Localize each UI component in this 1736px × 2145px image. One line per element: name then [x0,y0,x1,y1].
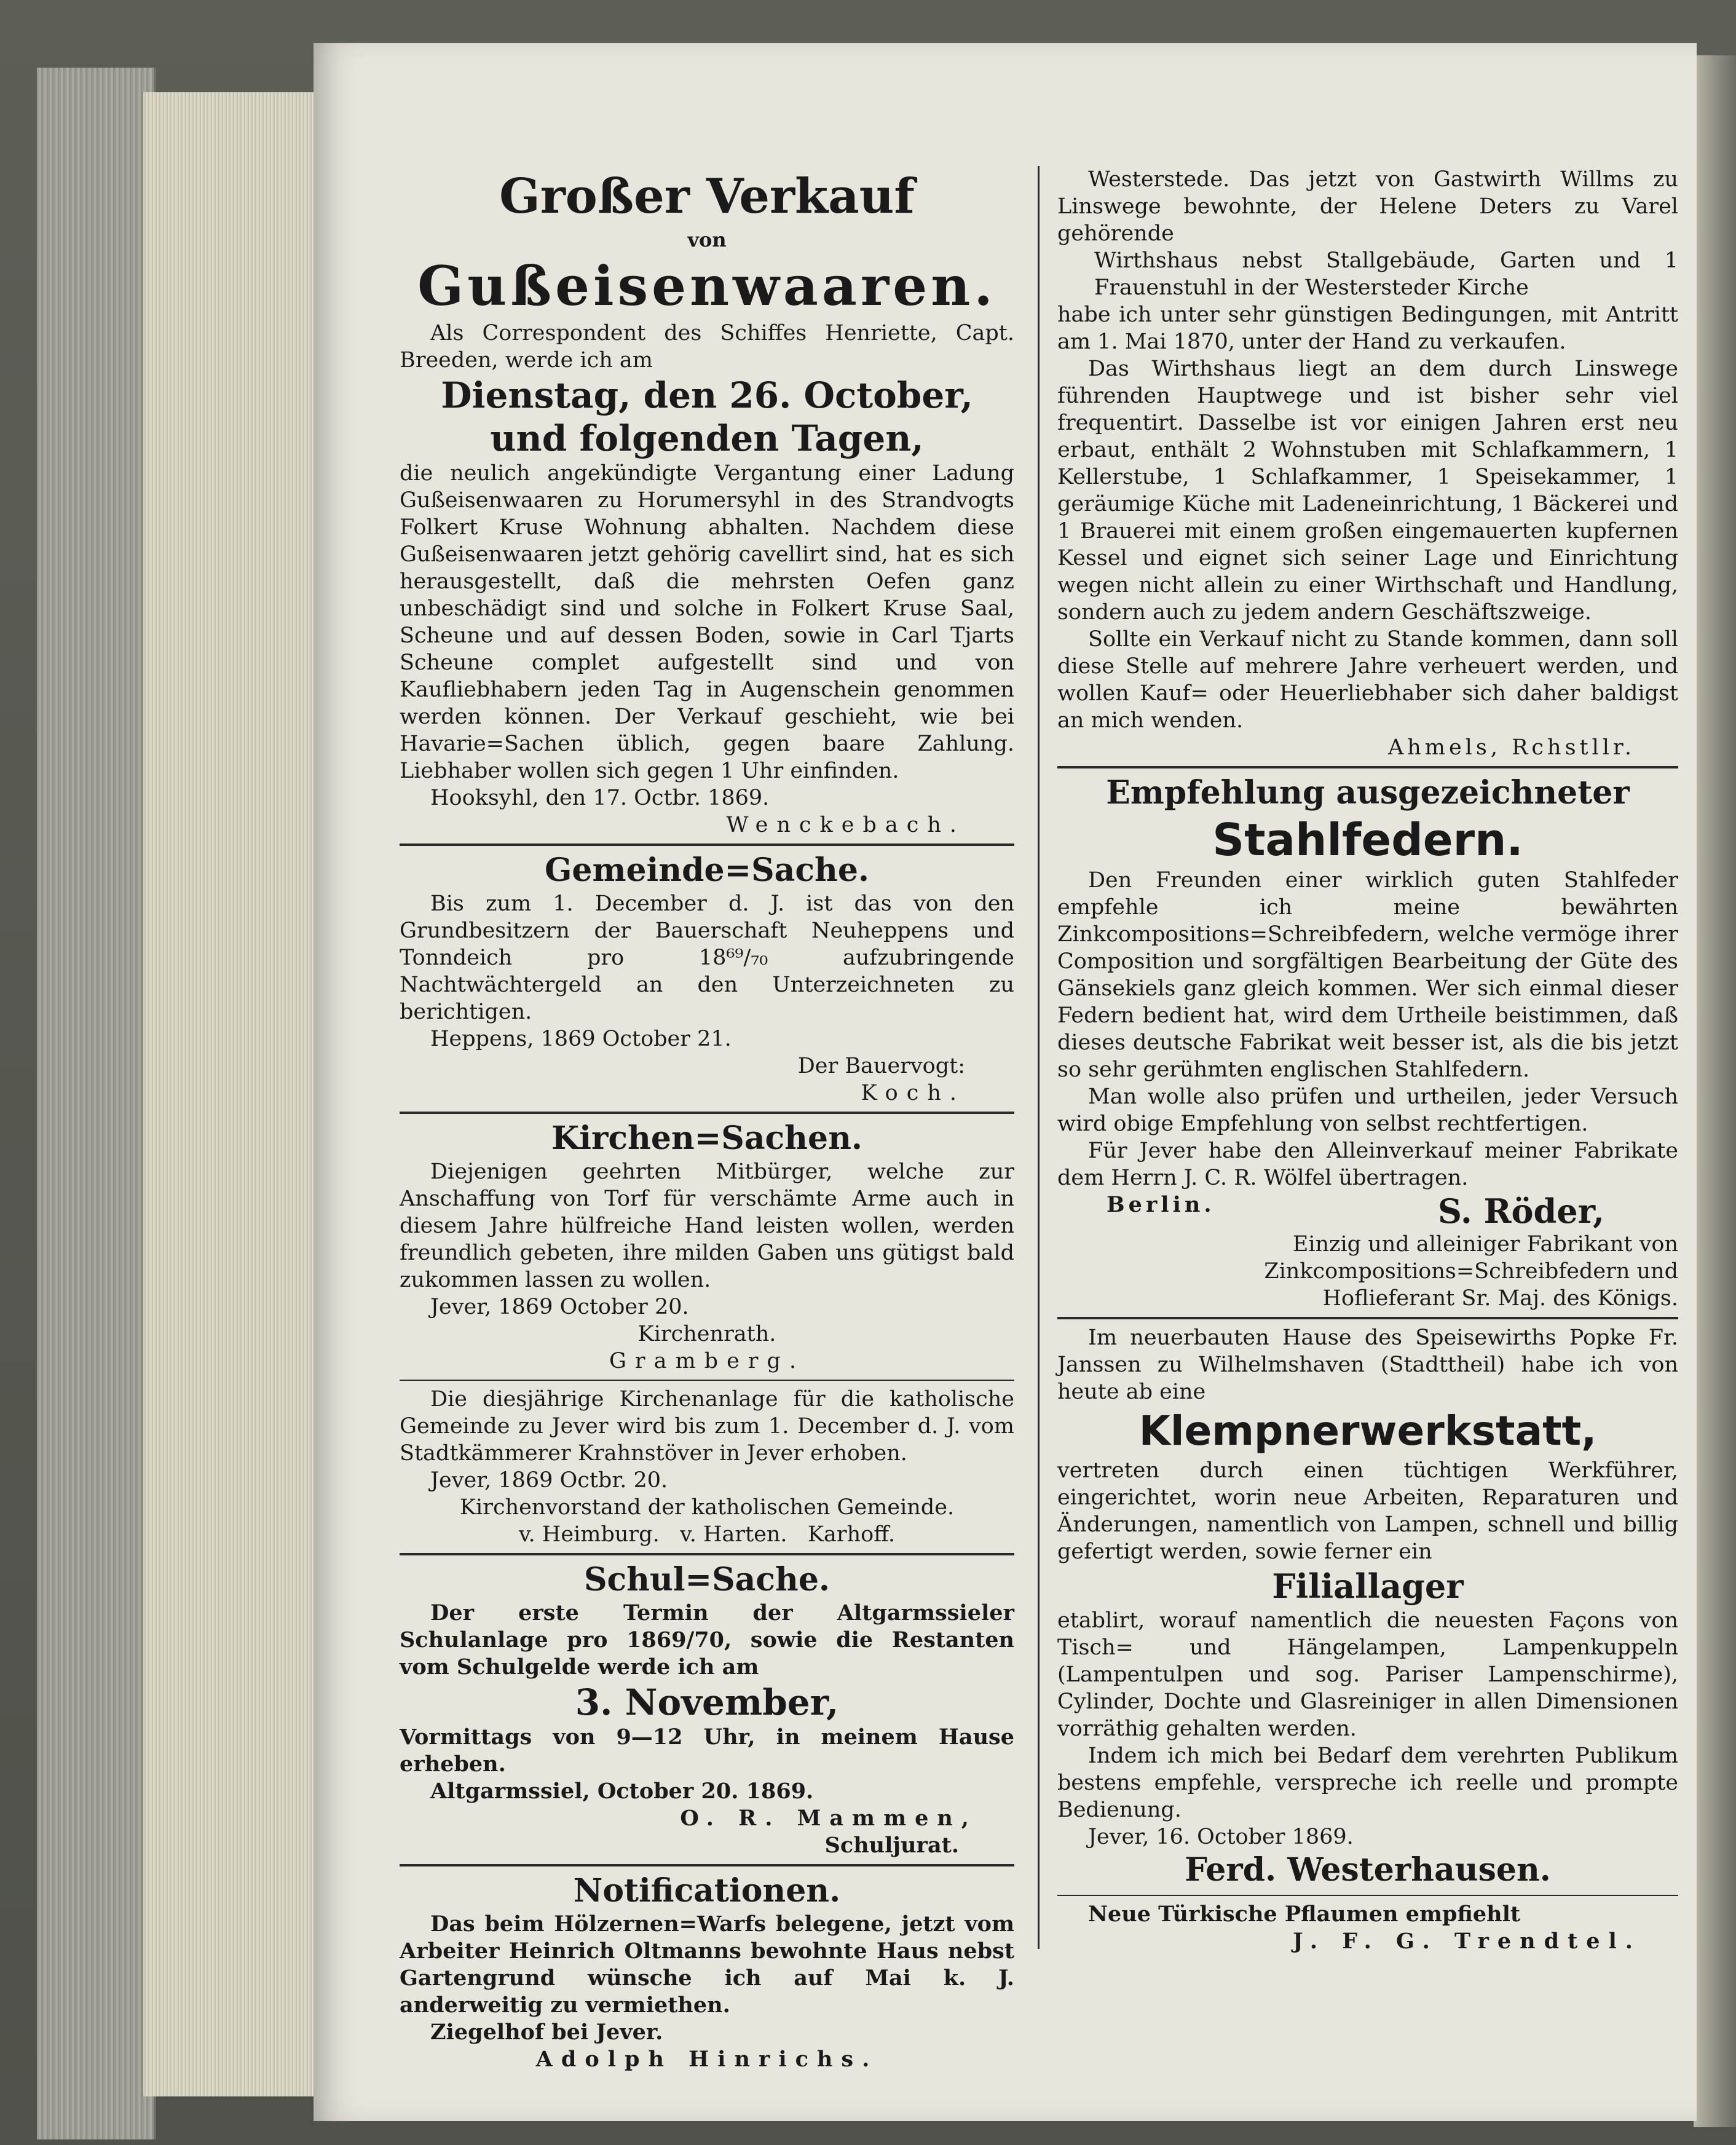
ad-role-3: Hoflieferant Sr. Maj. des Königs. [1322,1286,1678,1311]
ad-place: Heppens, 1869 October 21. [430,1027,732,1051]
ad-date: 3. November, [575,1681,839,1723]
ad-westerstede [1057,166,1678,761]
ad-place: Altgarmssiel, October 20. 1869. [430,1779,814,1804]
ad-klempner [1057,1324,1678,1890]
ad-title: Großer Verkauf [499,168,915,224]
ad-role: Kirchenvorstand der katholischen Gemeinde. [459,1495,955,1520]
ad-body-4: Das Wirthshaus liegt an dem durch Linswege führenden Hauptwege und ist bisher sehr viel frequentirt. Dasselbe ist vor einigen Jahren erst neu erbaut, enthält 2 Wohnstuben mit Schlafkammern, 1 Kellerstube, 1 Schlafkammer, 1 Speisekammer, 1 geräumige Küche mit Ladeneinrichtung, 1 Bäckerei und 1 Brauerei mit einem großen eingemauerten kupfernen Kessel und eignet sich seiner Lage und Einrichtung wegen nicht allein zu einer Wirthschaft und Handlung, sondern auch zu jedem andern Geschäftszweige. [1057,357,1678,625]
separator [1057,766,1678,768]
ad-intro: Als Correspondent des Schiffes Henriette, Capt. Breeden, werde ich am [400,321,1014,373]
ad-stahlfedern [1057,773,1678,1312]
ad-body-2: Wirthshaus nebst Stallgebäude, Garten und 1 Frauenstuhl in der Westersteder Kirche [1094,248,1678,300]
ad-signature: O. R. Mammen, [680,1806,977,1831]
separator [400,1380,1014,1381]
left-column [400,166,1014,2073]
ad-place: Hooksyhl, den 17. Octbr. 1869. [430,786,770,810]
ad-body-2: vertreten durch einen tüchtigen Werkführer, eingerichtet, worin neue Arbeiten, Reparaturen und Änderungen, namentlich von Lampen, schnell und billig gefertigt werden, sowie ferner ein [1057,1458,1678,1564]
separator [400,843,1014,846]
ad-body: Die diesjährige Kirchenanlage für die katholische Gemeinde zu Jever wird bis zum 1. December d. J. vom Stadtkämmerer Krahnstöver in Jever erhoben. [400,1387,1014,1466]
ad-date-2: und folgenden Tagen, [490,417,924,459]
ad-title: Empfehlung ausgezeichneter [1106,774,1630,812]
column-divider [1038,166,1040,1949]
ad-title: Kirchen=Sachen. [551,1120,862,1157]
ad-role-2: Zinkcompositions=Schreibfedern und [1264,1259,1678,1284]
ad-role: Schuljurat. [824,1833,959,1858]
ad-place: Jever, 1869 October 20. [430,1295,689,1319]
ad-place: Jever, 16. October 1869. [1088,1825,1354,1849]
ad-body: die neulich angekündigte Vergantung einer Ladung Gußeisenwaaren zu Horumersyhl in des Strandvogts Folkert Kruse Wohnung abhalten. Nachdem diese Gußeisenwaaren jetzt gehörig cavellirt sind, hat es sich herausgestellt, daß die mehrsten Oefen ganz unbeschädigt sind und solche in Folkert Kruse Saal, Scheune und auf dessen Boden, sowie in Carl Tjarts Scheune complet aufgestellt sind und von Kaufliebhabern jeden Tag in Augenschein genommen werden können. Der Verkauf geschieht, wie bei Havarie=Sachen üblich, gegen baare Zahlung. Liebhaber wollen sich gegen 1 Uhr einfinden. [400,461,1014,783]
ad-body-4: Indem ich mich bei Bedarf dem verehrten Publikum bestens empfehle, verspreche ich reelle und prompte Bedienung. [1057,1744,1678,1822]
ad-date-1: Dienstag, den 26. October, [441,374,973,416]
ad-signature: Koch. [861,1081,965,1105]
ad-title: Gemeinde=Sache. [544,851,870,889]
ad-place: Ziegelhof bei Jever. [430,2020,663,2045]
ad-role: Kirchenrath. [637,1322,776,1346]
ad-body-2: Vormittags von 9—12 Uhr, in meinem Hause erheben. [400,1724,1014,1777]
right-page-edge [1694,55,1736,2127]
ad-title-von: von [687,228,727,251]
ad-title-2: Gußeisenwaaren. [417,254,996,318]
ad-body-2: Man wolle also prüfen und urtheilen, jeder Versuch wird obige Empfehlung von selbst rechtfertigen. [1057,1084,1678,1136]
ad-role-1: Einzig und alleiniger Fabrikant von [1292,1232,1678,1257]
ad-body: Den Freunden einer wirklich guten Stahlfeder empfehle ich meine bewährten Zinkcompositions=Schreibfedern, welche vermöge ihrer Composition und sorgfältigen Bearbeitung der Güte des Gänsekiels ganz gleich kommen. Wer sich einmal dieser Federn bedient hat, wird dem Urtheile beistimmen, daß dieses deutsche Fabrikat weit besser ist, als die bis jetzt so sehr gerühmten englischen Stahlfedern. [1057,868,1678,1082]
ad-title: Notificationen. [573,1872,841,1910]
ad-signature: Ahmels, Rchstllr. [1387,735,1635,760]
ad-body: Diejenigen geehrten Mitbürger, welche zur Anschaffung von Torf für verschämte Arme auch in diesem Jahre hülfreiche Hand leisten wollen, werden freundlich gebeten, ihre milden Gaben uns gütigst bald zukommen lassen zu wollen. [400,1159,1014,1292]
ad-place: Jever, 1869 Octbr. 20. [430,1468,668,1493]
ad-gemeinde [400,851,1014,1107]
ad-title-2: Filiallager [1272,1566,1464,1606]
ad-body-1: Westerstede. Das jetzt von Gastwirth Willms zu Linswege bewohnte, der Helene Deters zu Varel gehörende [1057,167,1678,246]
ad-body: Der erste Termin der Altgarmssieler Schulanlage pro 1869/70, sowie die Restanten vom Schulgelde werde ich am [400,1600,1014,1680]
ad-signature: S. Röder, [1437,1191,1604,1231]
ad-body: Neue Türkische Pflaumen empfiehlt [1088,1902,1521,1927]
ad-signature: J. F. G. Trendtel. [1293,1929,1641,1954]
ad-title-2: Stahlfedern. [1212,814,1523,866]
ad-pflaumen [1057,1901,1678,1955]
ad-body: Bis zum 1. December d. J. ist das von den Grundbesitzern der Bauerschaft Neuheppens und Tonndeich pro 18⁶⁹/₇₀ aufzubringende Nachtwächtergeld an den Unterzeichneten zu berichtigen. [400,891,1014,1024]
ad-signature-row [1057,1191,1678,1231]
ad-body-3: etablirt, worauf namentlich die neuesten Façons von Tisch= und Hängelampen, Lampenkuppeln (Lampentulpen und sog. Pariser Lampenschirme), Cylinder, Dochte und Glasreiniger in allen Dimensionen vorräthig gehalten werden. [1057,1608,1678,1741]
book-cover-edge [37,68,156,2139]
separator [400,1864,1014,1867]
ad-schul [400,1560,1014,1859]
ad-body-3: habe ich unter sehr günstigen Bedingungen, mit Antritt am 1. Mai 1870, unter der Hand zu verkaufen. [1057,302,1678,354]
ad-title: Klempnerwerkstatt, [1138,1407,1597,1455]
ad-signature: Gramberg. [609,1349,805,1373]
separator [1057,1895,1678,1896]
ad-place: Berlin. [1107,1192,1215,1217]
ad-kirchenanlage [400,1386,1014,1548]
separator [400,1112,1014,1114]
separator [1057,1317,1678,1319]
right-column [1057,166,1678,1955]
ad-body-5: Sollte ein Verkauf nicht zu Stande kommen, dann soll diese Stelle auf mehrere Jahre verheuert werden, und wollen Kauf= oder Heuerliebhaber sich daher baldigst an mich wenden. [1057,627,1678,733]
ad-body-1: Im neuerbauten Hause des Speisewirths Popke Fr. Janssen zu Wilhelmshaven (Stadttheil) habe ich von heute ab eine [1057,1325,1678,1404]
ad-notificationen [400,1871,1014,2073]
ad-gusseisen [400,166,1014,839]
ad-role: Der Bauervogt: [797,1054,965,1078]
separator [400,1553,1014,1555]
ad-body: Das beim Hölzernen=Warfs belegene, jetzt vom Arbeiter Heinrich Oltmanns bewohnte Haus nebst Gartengrund wünsche ich auf Mai k. J. anderweitig zu vermiethen. [400,1911,1014,2018]
ad-title: Schul=Sache. [583,1561,831,1598]
ad-signature: Wenckebach. [726,813,965,837]
page-stack-edge [141,92,334,2096]
ad-body-3: Für Jever habe den Alleinverkauf meiner Fabrikate dem Herrn J. C. R. Wölfel übertragen. [1057,1139,1678,1190]
ad-kirchen [400,1119,1014,1375]
newspaper-page [314,43,1697,2121]
ad-signature: Adolph Hinrichs. [535,2047,878,2072]
ad-signatures: v. Heimburg. v. Harten. Karhoff. [519,1522,895,1547]
ad-signature: Ferd. Westerhausen. [1185,1851,1551,1889]
